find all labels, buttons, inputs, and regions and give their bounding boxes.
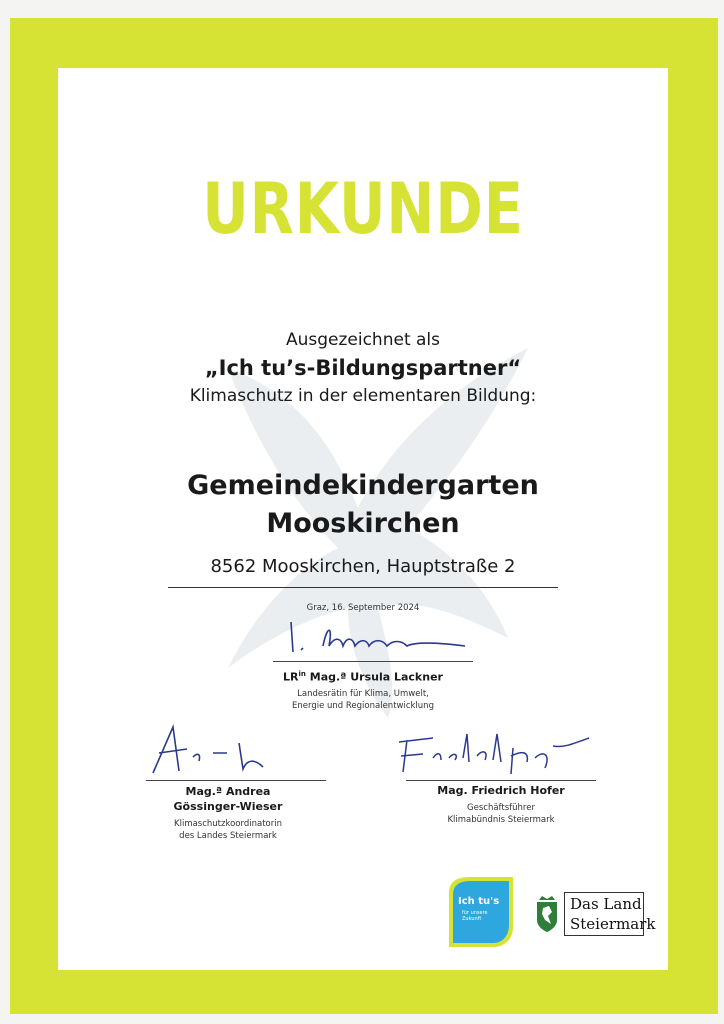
steiermark-wordmark: Das Land Steiermark [570,895,656,933]
signatory-primary-role: Landesrätin für Klima, Umwelt, Energie und Regionalentwicklung [292,689,434,711]
intro-line-program: „Ich tu’s-Bildungspartner“ [204,356,522,380]
ichtus-logo-label: Ich tu's [458,896,500,907]
signature-goessinger-icon [143,723,293,778]
recipient-name-line1: Gemeindekindergarten [187,470,539,501]
certificate-sheet [58,68,668,970]
recipient-address: 8562 Mooskirchen, Hauptstraße 2 [210,556,516,577]
address-divider [168,587,558,588]
intro-line-category: Klimaschutz in der elementaren Bildung: [189,386,537,406]
signatory-left-role: Klimaschutzkoordinatorin des Landes Steiermark [174,819,282,841]
certificate-title: URKUNDE [202,168,524,250]
ichtus-logo-tagline: für unsere Zukunft [462,910,488,922]
signatory-right-name: Mag. Friedrich Hofer [437,784,565,797]
signatory-right-role: Geschäftsführer Klimabündnis Steiermark [447,803,555,825]
signatory-primary-name: $LR^{in}$ Mag.ª Ursula Lackner [283,670,443,684]
signature-hofer-icon [393,728,593,778]
signature-line-right [406,780,596,781]
intro-line-awarded: Ausgezeichnet als [285,330,441,350]
steiermark-crest-icon [534,894,560,934]
place-date: Graz, 16. September 2024 [306,603,420,613]
signature-line-left [146,780,326,781]
recipient-name-line2: Mooskirchen [266,508,460,539]
signatory-left-name: Mag.ª Andrea Gössinger-Wieser [173,785,283,813]
signature-lackner-icon [283,616,473,656]
certificate-frame [10,18,718,1014]
signature-line-primary [273,661,473,662]
